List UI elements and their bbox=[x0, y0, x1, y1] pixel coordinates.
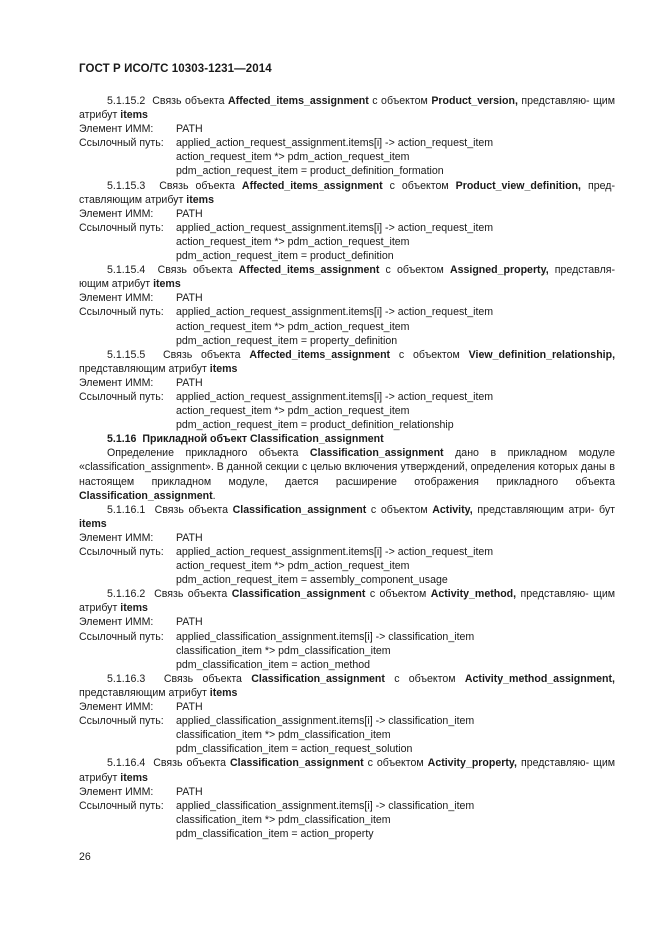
element-row bbox=[79, 615, 615, 629]
text-run: представляю- bbox=[520, 757, 590, 770]
path-line: applied_action_request_assignment.items[i] -> action_request_item bbox=[176, 306, 494, 319]
section-number: 5.1.15.2 bbox=[107, 95, 146, 107]
attribute-name: items bbox=[186, 193, 214, 206]
element-label: Элемент ИММ: bbox=[79, 531, 154, 544]
entity-name: Classification_assignment bbox=[232, 503, 367, 516]
path-line: applied_action_request_assignment.items[i] -> action_request_item bbox=[176, 390, 494, 403]
attribute-name: items bbox=[120, 602, 148, 615]
path-line: action_request_item *> pdm_action_request_item bbox=[176, 151, 410, 164]
text-run: Связь объекта bbox=[157, 264, 233, 277]
path-line: action_request_item *> pdm_action_request_item bbox=[176, 320, 410, 333]
path-line: pdm_classification_item = action_method bbox=[176, 658, 371, 671]
path-line: applied_action_request_assignment.items[i] -> action_request_item bbox=[176, 546, 494, 558]
entity-name: Classification_assignment bbox=[251, 672, 385, 685]
document-header: ГОСТ Р ИСО/ТС 10303-1231—2014 bbox=[79, 63, 272, 75]
text-run: представляю- bbox=[521, 95, 590, 107]
element-value: PATH bbox=[176, 207, 203, 220]
path-row bbox=[79, 305, 615, 319]
target-entity-name: Activity_method, bbox=[430, 588, 517, 601]
element-label: Элемент ИММ: bbox=[79, 292, 154, 305]
target-entity-name: Activity, bbox=[432, 503, 473, 516]
path-line: pdm_classification_item = action_request_solution bbox=[176, 743, 413, 756]
text-run: представля- bbox=[554, 264, 616, 277]
element-row bbox=[79, 122, 615, 136]
path-line: action_request_item *> pdm_action_request_item bbox=[176, 235, 410, 248]
path-row bbox=[79, 630, 615, 644]
text-run: представляющим атрибут bbox=[79, 686, 207, 699]
section-5-1-15-5 bbox=[79, 348, 615, 433]
page-number: 26 bbox=[79, 851, 91, 863]
element-value: PATH bbox=[176, 701, 203, 714]
element-value: PATH bbox=[176, 292, 203, 305]
path-line: applied_action_request_assignment.items[i] -> action_request_item bbox=[176, 137, 494, 150]
text-run: с объектом bbox=[372, 95, 428, 107]
path-label: Ссылочный путь: bbox=[79, 390, 164, 403]
text-run: пред- bbox=[587, 179, 615, 192]
element-value: PATH bbox=[176, 123, 203, 136]
path-line: classification_item *> pdm_classification_item bbox=[176, 729, 391, 742]
target-entity-name: Activity_method_assignment, bbox=[464, 672, 615, 685]
section-number: 5.1.16.1 bbox=[107, 503, 146, 516]
section-5-1-16-1 bbox=[79, 503, 615, 588]
section-5-1-16-4 bbox=[79, 756, 615, 841]
text-run: представляю- bbox=[520, 588, 589, 601]
entity-name: Classification_assignment bbox=[231, 588, 366, 601]
element-value: PATH bbox=[176, 376, 203, 389]
element-row bbox=[79, 376, 615, 390]
element-value: PATH bbox=[176, 785, 203, 798]
path-line: pdm_action_request_item = product_definition_relationship bbox=[176, 419, 454, 432]
path-label: Ссылочный путь: bbox=[79, 306, 164, 319]
entity-name: Affected_items_assignment bbox=[241, 179, 383, 192]
section-heading-5-1-16: 5.1.16 Прикладной объект Classification_assignment bbox=[107, 433, 384, 446]
sections-5-1-16 bbox=[79, 503, 615, 841]
text-run: представляющим атрибут bbox=[79, 362, 207, 375]
target-entity-name: Activity_property, bbox=[427, 757, 517, 770]
element-value: PATH bbox=[176, 531, 203, 544]
path-label: Ссылочный путь: bbox=[79, 137, 164, 150]
attribute-name: items bbox=[79, 517, 107, 530]
text-run: Связь объекта bbox=[162, 348, 241, 361]
entity-name: Affected_items_assignment bbox=[249, 348, 391, 361]
element-row bbox=[79, 207, 615, 221]
section-number: 5.1.15.3 bbox=[107, 179, 146, 192]
text-run: щим атрибут bbox=[79, 757, 616, 784]
element-row bbox=[79, 531, 615, 545]
text-run: с объектом bbox=[394, 672, 456, 685]
text-run: бут bbox=[599, 503, 616, 516]
section-heading-paragraph bbox=[79, 263, 615, 291]
section-heading-paragraph bbox=[79, 94, 615, 122]
element-label: Элемент ИММ: bbox=[79, 616, 154, 629]
element-label: Элемент ИММ: bbox=[79, 207, 154, 220]
section-5-1-16-2 bbox=[79, 587, 615, 672]
path-row bbox=[79, 390, 615, 404]
element-row bbox=[79, 291, 615, 305]
path-line: applied_classification_assignment.items[i] -> classification_item bbox=[176, 715, 475, 728]
path-line: applied_action_request_assignment.items[i] -> action_request_item bbox=[176, 221, 494, 234]
text-run: с объектом bbox=[367, 757, 424, 770]
element-label: Элемент ИММ: bbox=[79, 785, 154, 798]
element-label: Элемент ИММ: bbox=[79, 701, 154, 714]
section-5-1-15-4 bbox=[79, 263, 615, 348]
text-run: с объектом bbox=[369, 588, 427, 601]
document-body bbox=[79, 94, 615, 841]
element-label: Элемент ИММ: bbox=[79, 123, 154, 136]
attribute-name: items bbox=[209, 686, 238, 699]
section-5-1-16-3 bbox=[79, 672, 615, 757]
path-row bbox=[79, 799, 615, 813]
path-label: Ссылочный путь: bbox=[79, 799, 164, 812]
element-row bbox=[79, 700, 615, 714]
paragraph-5-1-16: Определение прикладного объекта Classification_assignment дано в прикладном модуле «classification_assignment». В данной секции с целью включения утверждений, определения которых даны в настоящем прикладном модуле, дается расширение отображения прикладного объекта Classification_assignment. bbox=[79, 447, 616, 502]
element-value: PATH bbox=[176, 616, 203, 629]
target-entity-name: Product_version, bbox=[431, 95, 518, 107]
text-run: Связь объекта bbox=[163, 672, 242, 685]
path-line: applied_classification_assignment.items[i] -> classification_item bbox=[176, 799, 475, 812]
path-row bbox=[79, 221, 615, 235]
path-label: Ссылочный путь: bbox=[79, 221, 164, 234]
path-row bbox=[79, 545, 615, 559]
section-5-1-15-3 bbox=[79, 179, 615, 264]
section-5-1-15-2 bbox=[79, 94, 615, 179]
entity-name: Affected_items_assignment bbox=[238, 264, 380, 277]
path-label: Ссылочный путь: bbox=[79, 715, 164, 728]
path-line: pdm_action_request_item = property_definition bbox=[176, 334, 398, 347]
path-line: applied_classification_assignment.items[i] -> classification_item bbox=[176, 630, 475, 643]
path-row bbox=[79, 136, 615, 150]
path-line: pdm_action_request_item = assembly_component_usage bbox=[176, 574, 448, 587]
section-number: 5.1.16.4 bbox=[107, 757, 146, 770]
text-run: с объектом bbox=[389, 179, 449, 192]
path-line: action_request_item *> pdm_action_request_item bbox=[176, 560, 410, 573]
element-label: Элемент ИММ: bbox=[79, 376, 154, 389]
path-label: Ссылочный путь: bbox=[79, 630, 164, 643]
text-run: с объектом bbox=[385, 264, 444, 277]
attribute-name: items bbox=[209, 362, 238, 375]
section-heading-paragraph bbox=[79, 503, 615, 531]
text-run: с объектом bbox=[398, 348, 460, 361]
section-heading-paragraph bbox=[79, 672, 615, 700]
section-number: 5.1.16.3 bbox=[107, 672, 146, 685]
text-run: ющим атрибут bbox=[79, 278, 151, 291]
text-run: щим атрибут bbox=[79, 95, 615, 122]
text-run: Связь объекта bbox=[154, 503, 228, 516]
text-run: Связь объекта bbox=[153, 757, 226, 770]
path-line: action_request_item *> pdm_action_request_item bbox=[176, 405, 410, 418]
path-line: pdm_action_request_item = product_definition bbox=[176, 250, 394, 263]
path-row bbox=[79, 714, 615, 728]
section-heading-paragraph bbox=[79, 587, 615, 615]
section-heading-paragraph bbox=[79, 756, 615, 784]
section-number: 5.1.15.4 bbox=[107, 264, 146, 277]
target-entity-name: Product_view_definition, bbox=[455, 179, 582, 192]
sections-5-1-15 bbox=[79, 94, 615, 432]
text-run: Связь объекта bbox=[154, 588, 228, 601]
attribute-name: items bbox=[120, 771, 148, 784]
text-run: представляющим атри- bbox=[477, 503, 595, 516]
entity-name: Affected_items_assignment bbox=[228, 95, 369, 107]
section-heading-paragraph bbox=[79, 348, 615, 376]
text-run: Связь объекта bbox=[152, 95, 225, 107]
path-line: pdm_classification_item = action_property bbox=[176, 827, 374, 840]
section-number: 5.1.15.5 bbox=[107, 348, 146, 361]
section-heading-paragraph bbox=[79, 179, 615, 207]
target-entity-name: Assigned_property, bbox=[449, 264, 549, 277]
path-line: classification_item *> pdm_classification_item bbox=[176, 644, 391, 657]
attribute-name: items bbox=[120, 109, 148, 122]
path-line: classification_item *> pdm_classification_item bbox=[176, 813, 391, 826]
text-run: с объектом bbox=[370, 503, 428, 516]
entity-name: Classification_assignment bbox=[229, 757, 364, 770]
path-label: Ссылочный путь: bbox=[79, 546, 164, 558]
path-line: pdm_action_request_item = product_definition_formation bbox=[176, 165, 444, 178]
section-number: 5.1.16.2 bbox=[107, 588, 146, 601]
text-run: Связь объекта bbox=[159, 179, 235, 192]
element-row bbox=[79, 785, 615, 799]
attribute-name: items bbox=[153, 278, 181, 291]
text-run: ставляющим атрибут bbox=[79, 193, 184, 206]
target-entity-name: View_definition_relationship, bbox=[468, 348, 616, 361]
text-run: щим атрибут bbox=[79, 588, 616, 615]
